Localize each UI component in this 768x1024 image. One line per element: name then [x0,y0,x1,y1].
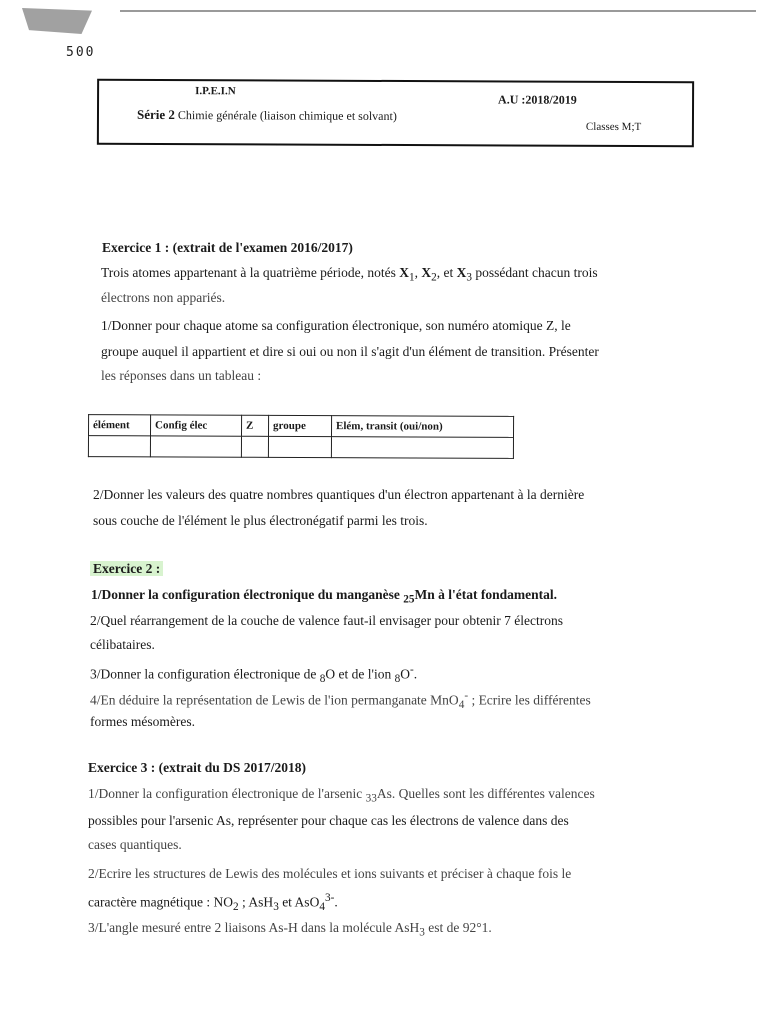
table-header-row [89,415,514,438]
classes-label: Classes M;T [585,120,642,134]
table-header-cell: Elém, transit (oui/non) [331,416,513,438]
ion-charge: - [409,664,414,676]
answer-table [88,414,514,459]
ex2-q1 [91,587,557,606]
x1-symbol: X [399,265,410,280]
x1-subscript: 1 [409,271,415,284]
ex2-q3-ion: O [400,666,410,682]
page-number: 500 [66,45,96,60]
table-cell [268,436,331,457]
ex2-q4-line2: formes mésomères. [90,714,195,729]
ex3-q3-end: est de 92°1. [424,920,492,935]
x2-subscript: 2 [431,271,437,284]
mn-atomic-number: 25 [403,593,415,606]
academic-year: A.U :2018/2019 [498,92,577,107]
no2-subscript: 2 [233,901,239,914]
as-atomic-number: 33 [365,792,377,805]
ex1-intro-text: Trois atomes appartenant à la quatrième période, notés [101,265,400,280]
ex2-title-highlight: Exercice 2 : [90,561,163,576]
ex2-q1-end: Mn à l'état fondamental. [414,587,558,602]
ex3-q1-line1 [88,786,595,805]
x3-subscript: 3 [466,271,473,284]
ex2-q4-end: ; Ecrire les différentes [468,692,591,708]
ex3-q2-line1: 2/Ecrire les structures de Lewis des molécules et ions suivants et préciser à chaque fois le [88,866,572,881]
ash3-q3-subscript: 3 [419,926,425,939]
ex3-q1-end: As. Quelles sont les différentes valences [376,786,595,801]
ex1-q2-line2: sous couche de l'élément le plus électronégatif parmi les trois. [93,513,428,528]
ex3-q1-text: 1/Donner la configuration électronique de l'arsenic [88,786,366,801]
ex2-q3-text: 3/Donner la configuration électronique de [90,666,320,682]
table-header-cell: élément [89,415,151,436]
ex2-q3-end: . [413,666,418,682]
table-row [88,436,513,459]
x2-symbol: X [421,265,432,280]
ex2-q3-mid: O et de l'ion [325,666,395,682]
ex1-q2-line1: 2/Donner les valeurs des quatre nombres quantiques d'un électron appartenant à la dernière [93,487,585,502]
aso4-subscript: 4 [319,901,325,914]
ex3-q2-mid2: et AsO [278,894,320,910]
ex3-q2-mid1: ; AsH [238,894,274,910]
ash3-subscript: 3 [273,901,279,914]
ex2-q3 [90,664,417,685]
ex3-q3-text: 3/L'angle mesuré entre 2 liaisons As-H dans la molécule AsH [88,920,420,935]
ex3-q2-text: caractère magnétique : NO [88,894,234,910]
ex3-q1-line2: possibles pour l'arsenic As, représenter pour chaque cas les électrons de valence dans des [88,813,569,828]
ex3-q1-line3: cases quantiques. [88,837,182,852]
ex2-q1-text: 1/Donner la configuration électronique du manganèse [91,587,404,602]
ex1-q1-line1: 1/Donner pour chaque atome sa configuration électronique, son numéro atomique Z, le [101,318,571,333]
mno4-subscript: 4 [458,699,465,712]
ex2-title [90,561,163,577]
series-title [137,107,397,124]
scan-artifact [22,8,92,34]
school-name: I.P.E.I.N [195,85,236,98]
mno4-charge: - [464,690,469,702]
ex1-title: Exercice 1 : (extrait de l'examen 2016/2017) [102,240,353,255]
header-box [97,79,694,148]
x3-symbol: X [456,265,467,280]
ex1-q1-line2: groupe auquel il appartient et dire si oui ou non il s'agit d'un élément de transition. Présenter [101,344,599,359]
scan-edge-line [120,10,756,12]
table-header-cell: Config élec [151,415,242,436]
series-subject: Chimie générale (liaison chimique et solvant) [174,108,397,124]
ex3-q3 [88,920,492,939]
ex1-intro-line2: électrons non appariés. [101,290,226,305]
ex3-title: Exercice 3 : (extrait du DS 2017/2018) [88,760,306,775]
table-cell [88,436,150,457]
ex1-intro-end: possédant chacun trois [472,265,598,280]
ex2-q2-line1: 2/Quel réarrangement de la couche de valence faut-il envisager pour obtenir 7 électrons [90,613,564,628]
ion-atomic-number: 8 [394,673,401,686]
table-header-cell: groupe [269,415,332,436]
ex2-q4-text: 4/En déduire la représentation de Lewis de l'ion permanganate MnO [90,692,459,708]
o-atomic-number: 8 [319,673,326,686]
table-cell [331,437,513,459]
ex2-q4-line1 [90,690,591,711]
ex1-sep1: , [414,265,422,280]
ex1-q1-line3: les réponses dans un tableau : [101,368,262,383]
ex1-intro-line1 [101,265,598,284]
table-header-cell: Z [242,415,269,436]
ex1-sep2: , et [436,265,457,280]
aso4-charge: 3- [324,892,335,904]
series-label: Série 2 [136,106,175,123]
ex3-q2-line2 [88,892,338,913]
table-cell [241,436,268,457]
table-cell [150,436,241,457]
ex3-q2-end: . [334,894,338,910]
ex2-q2-line2: célibataires. [90,637,155,652]
